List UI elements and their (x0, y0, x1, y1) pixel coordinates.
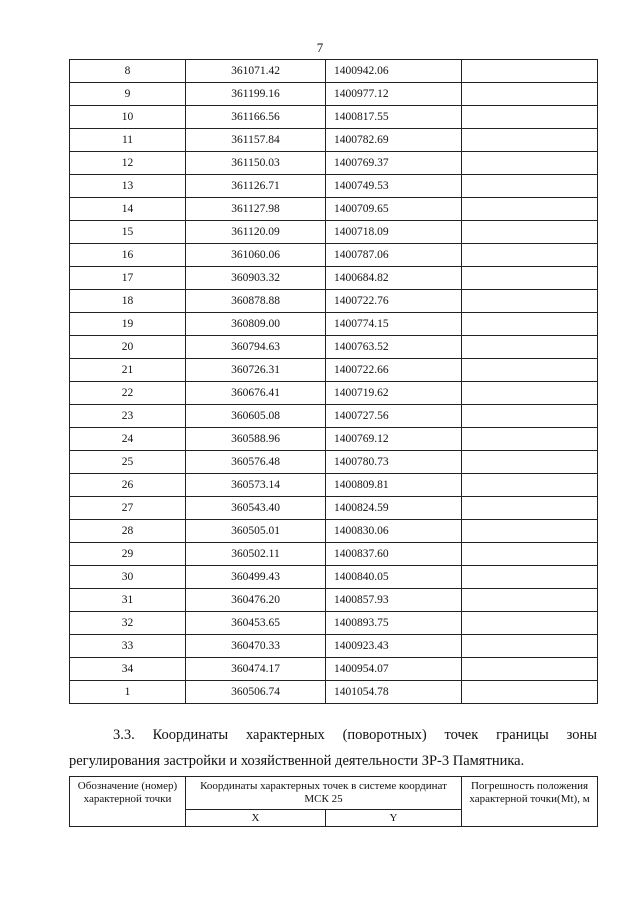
error-cell (462, 566, 598, 589)
point-number-cell: 30 (70, 566, 186, 589)
x-coordinate-cell: 360573.14 (186, 474, 326, 497)
y-coordinate-cell: 1400817.55 (326, 106, 462, 129)
error-cell (462, 359, 598, 382)
x-coordinate-cell: 360453.65 (186, 612, 326, 635)
table-row (70, 198, 598, 221)
coordinates-table-body (70, 60, 598, 704)
y-coordinate-cell: 1400749.53 (326, 175, 462, 198)
error-cell (462, 129, 598, 152)
point-number-cell: 34 (70, 658, 186, 681)
table-row (70, 336, 598, 359)
error-cell (462, 382, 598, 405)
error-cell (462, 428, 598, 451)
y-coordinate-cell: 1401054.78 (326, 681, 462, 704)
point-number-cell: 17 (70, 267, 186, 290)
y-coordinate-cell: 1400722.66 (326, 359, 462, 382)
point-number-cell: 31 (70, 589, 186, 612)
x-coordinate-cell: 360576.48 (186, 451, 326, 474)
error-cell (462, 221, 598, 244)
header-x: X (186, 810, 326, 827)
point-number-cell: 24 (70, 428, 186, 451)
point-number-cell: 21 (70, 359, 186, 382)
point-number-cell: 14 (70, 198, 186, 221)
error-cell (462, 520, 598, 543)
table-row (70, 497, 598, 520)
error-cell (462, 313, 598, 336)
y-coordinate-cell: 1400954.07 (326, 658, 462, 681)
y-coordinate-cell: 1400840.05 (326, 566, 462, 589)
table-row (70, 405, 598, 428)
header-position-error: Погрешность положения характерной точки(Mt), м (462, 777, 598, 827)
y-coordinate-cell: 1400769.37 (326, 152, 462, 175)
x-coordinate-cell: 360470.33 (186, 635, 326, 658)
error-cell (462, 543, 598, 566)
x-coordinate-cell: 360726.31 (186, 359, 326, 382)
y-coordinate-cell: 1400727.56 (326, 405, 462, 428)
point-number-cell: 12 (70, 152, 186, 175)
x-coordinate-cell: 361127.98 (186, 198, 326, 221)
table-row (70, 612, 598, 635)
x-coordinate-cell: 361166.56 (186, 106, 326, 129)
y-coordinate-cell: 1400893.75 (326, 612, 462, 635)
x-coordinate-cell: 361126.71 (186, 175, 326, 198)
x-coordinate-cell: 360809.00 (186, 313, 326, 336)
y-coordinate-cell: 1400718.09 (326, 221, 462, 244)
y-coordinate-cell: 1400837.60 (326, 543, 462, 566)
y-coordinate-cell: 1400857.93 (326, 589, 462, 612)
error-cell (462, 589, 598, 612)
error-cell (462, 198, 598, 221)
point-number-cell: 19 (70, 313, 186, 336)
y-coordinate-cell: 1400977.12 (326, 83, 462, 106)
x-coordinate-cell: 360505.01 (186, 520, 326, 543)
error-cell (462, 635, 598, 658)
error-cell (462, 106, 598, 129)
error-cell (462, 267, 598, 290)
point-number-cell: 16 (70, 244, 186, 267)
coordinates-header-table (69, 776, 598, 827)
table-row (70, 382, 598, 405)
error-cell (462, 658, 598, 681)
point-number-cell: 18 (70, 290, 186, 313)
section-heading (69, 722, 597, 774)
x-coordinate-cell: 360502.11 (186, 543, 326, 566)
header-row (70, 777, 598, 810)
y-coordinate-cell: 1400809.81 (326, 474, 462, 497)
y-coordinate-cell: 1400774.15 (326, 313, 462, 336)
y-coordinate-cell: 1400763.52 (326, 336, 462, 359)
table-row (70, 83, 598, 106)
x-coordinate-cell: 360878.88 (186, 290, 326, 313)
point-number-cell: 10 (70, 106, 186, 129)
point-number-cell: 23 (70, 405, 186, 428)
x-coordinate-cell: 361157.84 (186, 129, 326, 152)
table-row (70, 474, 598, 497)
table-row (70, 290, 598, 313)
table-row (70, 175, 598, 198)
point-number-cell: 15 (70, 221, 186, 244)
table-row (70, 267, 598, 290)
table-row (70, 543, 598, 566)
y-coordinate-cell: 1400824.59 (326, 497, 462, 520)
y-coordinate-cell: 1400787.06 (326, 244, 462, 267)
point-number-cell: 8 (70, 60, 186, 83)
y-coordinate-cell: 1400769.12 (326, 428, 462, 451)
section-heading-line-1: 3.3. Координаты характерных (поворотных) точек границы зоны (113, 727, 597, 743)
x-coordinate-cell: 360474.17 (186, 658, 326, 681)
table-row (70, 589, 598, 612)
point-number-cell: 29 (70, 543, 186, 566)
table-row (70, 106, 598, 129)
table-row (70, 635, 598, 658)
point-number-cell: 33 (70, 635, 186, 658)
error-cell (462, 60, 598, 83)
table-row (70, 244, 598, 267)
page-number: 7 (316, 40, 324, 55)
error-cell (462, 336, 598, 359)
table-row (70, 658, 598, 681)
point-number-cell: 27 (70, 497, 186, 520)
y-coordinate-cell: 1400719.62 (326, 382, 462, 405)
point-number-cell: 22 (70, 382, 186, 405)
table-row (70, 60, 598, 83)
x-coordinate-cell: 360676.41 (186, 382, 326, 405)
table-row (70, 129, 598, 152)
point-number-cell: 26 (70, 474, 186, 497)
x-coordinate-cell: 361199.16 (186, 83, 326, 106)
table-row (70, 428, 598, 451)
error-cell (462, 681, 598, 704)
x-coordinate-cell: 361060.06 (186, 244, 326, 267)
x-coordinate-cell: 360476.20 (186, 589, 326, 612)
error-cell (462, 244, 598, 267)
point-number-cell: 1 (70, 681, 186, 704)
y-coordinate-cell: 1400780.73 (326, 451, 462, 474)
point-number-cell: 13 (70, 175, 186, 198)
table-row (70, 313, 598, 336)
point-number-cell: 32 (70, 612, 186, 635)
error-cell (462, 497, 598, 520)
error-cell (462, 405, 598, 428)
header-coordinates: Координаты характерных точек в системе координат МСК 25 (186, 777, 462, 810)
x-coordinate-cell: 360605.08 (186, 405, 326, 428)
y-coordinate-cell: 1400942.06 (326, 60, 462, 83)
point-number-cell: 20 (70, 336, 186, 359)
error-cell (462, 290, 598, 313)
x-coordinate-cell: 360499.43 (186, 566, 326, 589)
table-row (70, 451, 598, 474)
error-cell (462, 474, 598, 497)
point-number-cell: 28 (70, 520, 186, 543)
point-number-cell: 9 (70, 83, 186, 106)
point-number-cell: 11 (70, 129, 186, 152)
x-coordinate-cell: 361120.09 (186, 221, 326, 244)
coordinates-table (69, 59, 598, 704)
y-coordinate-cell: 1400830.06 (326, 520, 462, 543)
x-coordinate-cell: 360543.40 (186, 497, 326, 520)
error-cell (462, 175, 598, 198)
table-row (70, 152, 598, 175)
x-coordinate-cell: 360506.74 (186, 681, 326, 704)
x-coordinate-cell: 361071.42 (186, 60, 326, 83)
section-heading-line-2: регулирования застройки и хозяйственной деятельности ЗР-3 Памятника. (69, 753, 525, 769)
y-coordinate-cell: 1400923.43 (326, 635, 462, 658)
x-coordinate-cell: 360903.32 (186, 267, 326, 290)
error-cell (462, 152, 598, 175)
y-coordinate-cell: 1400722.76 (326, 290, 462, 313)
table-row (70, 221, 598, 244)
table-row (70, 566, 598, 589)
y-coordinate-cell: 1400709.65 (326, 198, 462, 221)
x-coordinate-cell: 361150.03 (186, 152, 326, 175)
header-y: Y (326, 810, 462, 827)
table-row (70, 681, 598, 704)
error-cell (462, 83, 598, 106)
y-coordinate-cell: 1400782.69 (326, 129, 462, 152)
error-cell (462, 612, 598, 635)
point-number-cell: 25 (70, 451, 186, 474)
error-cell (462, 451, 598, 474)
table-row (70, 359, 598, 382)
y-coordinate-cell: 1400684.82 (326, 267, 462, 290)
x-coordinate-cell: 360588.96 (186, 428, 326, 451)
header-point-designation: Обозначение (номер) характерной точки (70, 777, 186, 827)
table-row (70, 520, 598, 543)
x-coordinate-cell: 360794.63 (186, 336, 326, 359)
